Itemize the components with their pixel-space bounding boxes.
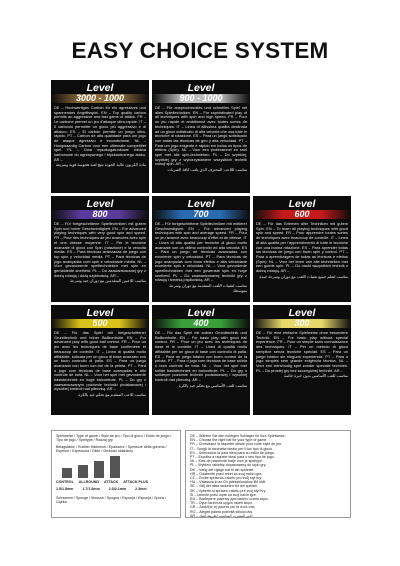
level-card-300 xyxy=(253,305,351,415)
level-header xyxy=(51,83,149,103)
legend-bars xyxy=(62,456,176,478)
info-line: IT – Scegli la racchetta ideale per il tuo tipo di gioco. xyxy=(190,446,274,451)
info-line: ES – Seleccione la pala ideal para su estilo de juego. xyxy=(190,450,275,455)
level-word: Level xyxy=(187,198,215,210)
info-line: NL – Kies de passende batje voor je speltype. xyxy=(190,459,263,464)
level-number: 400 xyxy=(152,319,250,328)
legend-size-3: 2.0/2.1mm xyxy=(108,487,127,492)
level-description: DE – Für das Spiel mit solider Grundtechnik und Ballkontrolle. EN – For basic play with good ball control. FR – Pour un jeu avec les techniques de base et le contrôle. IT – Linea di qualità molto affidabile per un gioco di base con controllo di palla. ES – Para un juego básico con buen control de la pelota. PT – Para o jogo com técnicas de base sólida e bom controle de bola. NL – Voor het spel met solide basistechniek en balcontrole. PL – Do gry o solidnym poziomie techniki podstawowej i wysokiej kontroli nad piłeczką. AR – xyxy=(155,330,247,383)
level-description-arabic: مادة الكربون عالية الجودة تتيح لعبة هجومية قوية وسريعة xyxy=(55,162,146,168)
level-header xyxy=(51,308,149,328)
level-header xyxy=(152,199,250,219)
info-line: DK – Vælg det rigtige bat til din spillestil. xyxy=(190,467,255,472)
info-line: TR – Oyun tarzınıza uygun raketi seçin. xyxy=(190,501,254,506)
level-description-arabic: مناسب للعب الأساسي مع تحكم جيد بالكرة xyxy=(178,382,247,388)
legend-label-attack-plus: ATTACK PLUS xyxy=(123,480,149,485)
legend-size-2: 1.7/1.8mm xyxy=(82,487,100,492)
legend-size-4: 2.3mm xyxy=(135,487,147,492)
level-card-3000 xyxy=(51,80,149,193)
level-description-arabic: مناسب لتعلم جميع تقنيات اللعب مع دوران وسرعة جيدة xyxy=(259,273,348,279)
legend-sizes xyxy=(56,487,176,491)
level-number: 300 xyxy=(253,319,351,328)
info-line: SI – Izberite pravi lopar za svoj način igre. xyxy=(190,492,257,497)
info-panel xyxy=(185,430,351,518)
legend-label-allround: ALLROUND xyxy=(78,480,99,485)
level-header xyxy=(152,308,250,328)
level-number: 600 xyxy=(253,210,351,219)
level-description-arabic: مناسب للاعبين المتقدمين مع دوران جيد وسرعة xyxy=(70,278,146,284)
level-word: Level xyxy=(288,307,316,319)
legend-label-control: CONTROL xyxy=(56,480,74,485)
info-line: RU – Выберите ракетку для своего стиля игры. xyxy=(190,497,269,502)
level-word: Level xyxy=(288,198,316,210)
info-line: CZ – Zvolte správnou raketu pro svůj styl hry. xyxy=(190,476,263,481)
level-description-arabic: مناسب لللاعب المحترف الذي يلعب كافة الضربات xyxy=(167,167,247,173)
level-description: DE – Hochwertiges Carbon für ein agressives und spannendes Angriffsspiel. EN – Top quality carbon permits an aggressive and fast game of attack. FR – Le carbone permet un jeu d'attaque ultra-rapide. IT – Il carbonio permette un gioco più aggressivo e di attacco. ES – El carbón permite un juego ultra-rápido. PT – Carbon de alta qualidade para um jogo de ataque agressivo e incondicional. NL – Hoogwaardig Carbon voor een ultiemate competitief spel. PL – Dwa wysokogatunkowe włókna karbonowe do agresywnego i błyskawicznego ataku. AR – xyxy=(54,105,146,162)
legend-rubber-thickness: Belagstärke / Rubber thickness / Epaisseur / Spessore della gomma / Espesor / Espessura / Dikte / Grubość okładziny xyxy=(56,444,167,453)
level-row-1 xyxy=(51,80,351,193)
level-card-600 xyxy=(253,196,351,302)
level-word: Level xyxy=(187,307,215,319)
legend-sponge-label: Schwamm / Sponge / Mousse / Spugna / Esponja / Esponja / Spons / Gąbka xyxy=(56,495,167,505)
level-description: DE – Für anspruchsvolles und schnelles Spiel mit allen Spieltechniken. EN – For sophisticated play of all techniques with spin and high speed. FR – Pour un jeu rapide et ambitionné avec toutes sortes de techniques. IT – Linea di altissima qualità destinata ad un gioco sofisticato di alta velocità che usa tutte le tecniche di rotazione. ES – Para un juego sofisticado con todas las técnicas de giro y alta velocidad. PT – Para um jogo exigente e rápido em todos os tipos de efeitos (Spin). NL – Voor een professionel en snel spel met alle spin-technieken. PL – Do szybkiej, szybkiej gry z wykorzystaniem wszystkich technik rotacji spin. AR – xyxy=(155,105,247,167)
level-description: DE – Für eine einfache Spielweise ohne besondere Technik. EN – For basic play without special experience. FR – Pour un simple sans connaissance des techniques. IT – Per un metodo di gioco semplice senza tecniche speciali. ES – Para un juego básico sin ninguna experiencia. PT – Para o jogo simples sem grande exigência técnica. NL – Voor een eenvoudig spel zonder speciale techniek. PL – Do prostej gry bez szczególnej techniki. AR – xyxy=(256,330,348,373)
info-line: SE – Välj det rätta racketen för din spelstil. xyxy=(190,484,258,489)
level-row-2 xyxy=(51,196,351,302)
level-number: 800 xyxy=(51,210,149,219)
info-line: EN – Choose the right bat for your type of game. xyxy=(190,438,268,443)
info-line: DE – Wählen Sie den richtigen Schläger für Ihre Spielweise. xyxy=(190,434,286,438)
level-header xyxy=(253,308,351,328)
level-header xyxy=(253,199,351,219)
level-card-400 xyxy=(152,305,250,415)
info-line: AR – اختر المضرب المناسب لطريقة لعبك xyxy=(190,513,253,518)
level-card-900 xyxy=(152,80,250,193)
level-card-700 xyxy=(152,196,250,302)
level-word: Level xyxy=(86,198,114,210)
level-number: 3000 - 1000 xyxy=(51,94,149,103)
legend-bar-attack xyxy=(94,461,104,479)
level-word: Level xyxy=(86,307,114,319)
level-description-arabic: مناسب للاعب المتقدم مع تحكم جيد بالكرة xyxy=(78,392,146,398)
level-grid xyxy=(51,80,351,418)
level-card-800 xyxy=(51,196,149,302)
level-header xyxy=(51,199,149,219)
legend-bar-labels xyxy=(56,480,176,484)
level-description: DE – Für das Spiel mit fortgeschrittener Grundtechnik und hoher Ballkontrolle. EN – For advanced play with good ball control. FR – Pour un jeu avec les techniques de base confirmées et beaucoup de contrôle. IT – Linea di qualità molto affidabile, indicata per un gioco di base avanzato con un buon controllo di palla. ES – Para un juego avanzado con buen con-trol de la pelota. PT – Para o jogo com técnicas de base avançadas e alto controle de bola. NL – Voor het spel met gevorderde basistechniek en hoge balcontrole. PL – Do gry z zaawansowanym poziomie techniki podstawowej i wysokiej kontroli nad piłeczką. AR – xyxy=(54,330,146,392)
info-line: RO – Alegeți paleta potrivită stilului dvs. xyxy=(190,509,254,514)
legend-label-attack: ATTACK xyxy=(103,480,119,485)
level-description: DE – Für fortgeschrittene Spieltechniken mit gutem Spin und hoher Geschwindigkeit. EN – For advanced playing techniques with very good spin and speed. FR – Pour des techniques de jeu avancées avec spin et une vitesse moyenne. IT – Per le tecniche avanzate di gioco con Spin (rotazione) e la velocità media. ES – Para técnicas avanzadas de juego con top spin y velocidad media. PT – Para técnicas de jogo avançadas com spin e velocidade média. NL – Voor gevanceerde spelltechnieken met spin en gemiddelde snelheid. PL – Do zaawansowanej gry z dobrą rotacją i dużą szybkością. AR – xyxy=(54,221,146,278)
info-line: PL – Wybierz rakietkę dopasowaną do stylu gry. xyxy=(190,463,267,468)
level-number: 900 - 1000 xyxy=(152,94,250,103)
footer-panels xyxy=(51,430,351,518)
level-description: DE – Für fortgeschrittene Spieltechniken mit mittlerer Geschwindigkeit. EN – For advanced playing techniques with spin and average speed. FR – Pour un jeu avancé avec beaucoup d'effet et de vitesse. IT – Linea di alta qualità per tecniche di gioco molto avanzate con un ottimo controllo ed alta velocità. ES – Para un juego de técnicas avanzadas con excelente spin y velocidad. PT – Para técnicas de jogo avançadas com bons efeitos e alta velocidade excelente spin e velocidad. NL – Voor gevorderde speeltechnieken met een gewenste spin en hoge snelheid. PL – Do zaawansowanej techniki gry z rotacją i średnią prędkością. AR – xyxy=(155,221,247,283)
level-description-arabic: مناسب لتقنيات اللعب المتقدمة مع دوران وسرعة متوسطة xyxy=(169,283,247,293)
level-header xyxy=(152,83,250,103)
info-line: HU – Válassza ki az Ön játékstílusához illő ütőt. xyxy=(190,480,267,485)
info-line: PT – Escolha a raquete ideal para o seu tipo de jogo. xyxy=(190,455,275,460)
level-number: 700 xyxy=(152,210,250,219)
page-title: EASY CHOICE SYSTEM xyxy=(71,38,329,63)
info-line: HR – Odaberite pravi reket za svoj način igre. xyxy=(190,471,263,476)
level-word: Level xyxy=(86,82,114,94)
legend-bar-control xyxy=(62,468,72,478)
info-line: GR – Διαλέξτε τη ρακέτα για το στυλ σας. xyxy=(190,505,256,510)
level-number: 500 xyxy=(51,319,149,328)
info-line: FR – Choisissez la raquette idéale pour votre style de jeu. xyxy=(190,442,283,447)
legend-bar-attack-plus xyxy=(110,456,120,478)
level-word: Level xyxy=(187,82,215,94)
info-line: SK – Vyberte si správnu raketu pre svoj štýl hry. xyxy=(190,488,267,493)
legend-bar-allround xyxy=(78,465,88,478)
level-row-3 xyxy=(51,305,351,415)
legend-panel xyxy=(51,430,181,518)
legend-type-of-game: Spielweise / Type of game / Style de jeu / Tipo di gioco / Estilo de juego / Tipo de jogo / Speltype / Rodzaj gry xyxy=(56,434,172,443)
legend-size-1: 1.5/1.8mm xyxy=(56,487,74,492)
level-card-500 xyxy=(51,305,149,415)
level-description-arabic: مناسب للعب الأساسي بدون خبرة خاصة xyxy=(284,373,348,379)
level-description: DE – Für das Erlernen aller Techniken mit gutem Spin. EN – To learn all playing techniques with good spin and speed. FR – Pour apprendre toutes sortes de techniques avec beaucoup de contrôle. IT – Linea di alta qualità per l'apprendimento di tutte le tecniche con una buona rotazione. ES – Para aprender todas las técnicas de juego con buen spin y control. PT – Para a aprendizagem de todas as técnicas e efeitos (Spin). NL – Voor het leren van alle technieken met een goede spin. PL – Do nauki wszystkich technik z dobrą rotacją. AR – xyxy=(256,221,348,274)
